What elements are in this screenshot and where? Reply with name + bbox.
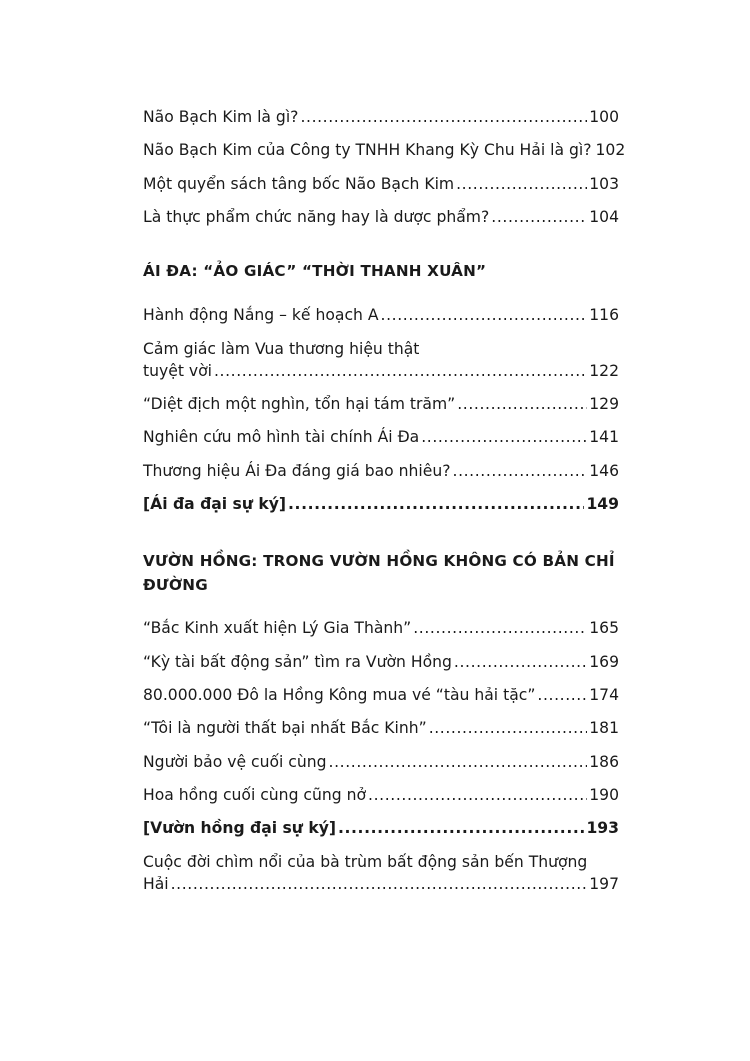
leader-dots [491, 206, 587, 228]
entry-page-number: 186 [589, 752, 619, 771]
leader-dots [368, 784, 587, 806]
toc-entry[interactable] [143, 139, 626, 161]
section-heading-line: ĐƯỜNG [143, 576, 208, 595]
toc-entry[interactable] [143, 426, 619, 448]
entry-title: Hải [143, 874, 169, 893]
entry-title: [Vườn hồng đại sự ký] [143, 819, 336, 838]
entry-page-number: 181 [589, 719, 619, 738]
leader-dots [214, 360, 587, 382]
table-of-contents [143, 106, 626, 906]
section-heading: ÁI ĐA: “ẢO GIÁC” “THỜI THANH XUÂN” [143, 262, 487, 281]
entry-page-number: 149 [586, 495, 619, 514]
toc-entry[interactable] [143, 717, 619, 739]
toc-entry[interactable] [143, 304, 619, 326]
entry-title: “Bắc Kinh xuất hiện Lý Gia Thành” [143, 619, 412, 638]
entry-title: Nghiên cứu mô hình tài chính Ái Đa [143, 428, 420, 447]
toc-section [143, 106, 626, 228]
toc-entry[interactable] [143, 851, 619, 895]
entry-page-number: 103 [589, 174, 619, 193]
entry-title-line: Cuộc đời chìm nổi của bà trùm bất động sản bến Thượng [143, 852, 588, 871]
entry-page-number: 104 [589, 208, 619, 227]
entry-page-number: 122 [589, 361, 619, 380]
leader-dots [457, 393, 587, 415]
toc-entry[interactable] [143, 393, 619, 415]
toc-section [143, 259, 619, 515]
leader-dots [537, 684, 587, 706]
toc-entry[interactable] [143, 206, 619, 228]
leader-dots [338, 817, 584, 839]
leader-dots [329, 751, 588, 773]
toc-entry[interactable] [143, 751, 619, 773]
leader-dots [381, 304, 588, 326]
entry-title-line: Cảm giác làm Vua thương hiệu thật [143, 339, 420, 358]
entry-title: “Diệt địch một nghìn, tổn hại tám trăm” [143, 394, 456, 413]
entry-page-number: 141 [589, 428, 619, 447]
toc-entry[interactable] [143, 460, 619, 482]
leader-dots [288, 493, 584, 515]
toc-entry[interactable] [143, 651, 619, 673]
toc-entry[interactable] [143, 338, 619, 382]
section-heading [143, 549, 619, 597]
entry-page-number: 197 [589, 874, 619, 893]
entry-title: [Ái đa đại sự ký] [143, 495, 287, 514]
entry-page-number: 193 [586, 819, 619, 838]
toc-entry[interactable] [143, 106, 619, 128]
toc-entry[interactable] [143, 684, 619, 706]
toc-entry[interactable] [143, 817, 619, 839]
toc-entry[interactable] [143, 173, 619, 195]
entry-title: tuyệt vời [143, 361, 212, 380]
leader-dots [453, 460, 588, 482]
leader-dots [171, 873, 588, 895]
entry-page-number: 165 [589, 619, 619, 638]
toc-section [143, 549, 619, 895]
leader-dots [454, 651, 587, 673]
leader-dots [421, 426, 587, 448]
entry-page-number: 102 [595, 141, 626, 160]
entry-title: Là thực phẩm chức năng hay là dược phẩm? [143, 208, 490, 227]
entry-page-number: 116 [589, 306, 619, 325]
entry-title: Hành động Nắng – kế hoạch A [143, 306, 379, 325]
entry-title: Não Bạch Kim của Công ty TNHH Khang Kỳ Chu Hải là gì? [143, 141, 592, 160]
leader-dots [456, 173, 587, 195]
leader-dots [300, 106, 587, 128]
entry-title: “Kỳ tài bất động sản” tìm ra Vườn Hồng [143, 652, 452, 671]
entry-title: 80.000.000 Đô la Hồng Kông mua vé “tàu hải tặc” [143, 685, 536, 704]
toc-entry[interactable] [143, 617, 619, 639]
entry-page-number: 100 [589, 108, 619, 126]
toc-entry[interactable] [143, 784, 619, 806]
entry-title: Người bảo vệ cuối cùng [143, 752, 327, 771]
entry-page-number: 146 [589, 461, 619, 480]
entry-title: Một quyển sách tâng bốc Não Bạch Kim [143, 174, 455, 193]
entry-title: Não Bạch Kim là gì? [143, 108, 299, 126]
entry-title: “Tôi là người thất bại nhất Bắc Kinh” [143, 719, 427, 738]
section-heading-line: VƯỜN HỒNG: TRONG VƯỜN HỒNG KHÔNG CÓ BẢN CHỈ [143, 552, 615, 571]
entry-page-number: 129 [589, 394, 619, 413]
toc-entry[interactable] [143, 493, 619, 515]
entry-page-number: 174 [589, 685, 619, 704]
entry-page-number: 169 [589, 652, 619, 671]
entry-page-number: 190 [589, 786, 619, 805]
leader-dots [413, 617, 587, 639]
entry-title: Thương hiệu Ái Đa đáng giá bao nhiêu? [143, 461, 451, 480]
entry-title: Hoa hồng cuối cùng cũng nở [143, 786, 367, 805]
leader-dots [429, 717, 588, 739]
